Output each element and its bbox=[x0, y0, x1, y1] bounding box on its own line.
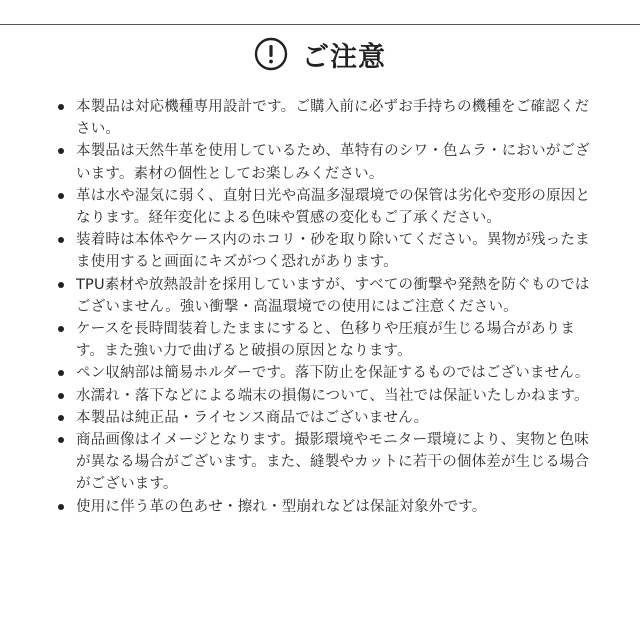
bullet-icon bbox=[58, 193, 64, 199]
exclamation-circle-icon bbox=[254, 37, 288, 71]
list-item bbox=[54, 140, 602, 184]
list-item bbox=[54, 496, 602, 518]
notice-text: 商品画像はイメージとなります。撮影環境やモニター環境により、実物と色味が異なる場合がございます。また、縫製やカットに若干の個体差が生じる場合がございます。 bbox=[76, 432, 590, 493]
notice-text: ペン収納部は簡易ホルダーです。落下防止を保証するものではございません。 bbox=[76, 365, 590, 382]
notice-header bbox=[0, 32, 640, 76]
list-item bbox=[54, 274, 602, 318]
top-divider bbox=[0, 24, 640, 25]
bullet-icon bbox=[58, 415, 64, 421]
notice-text: 革は水や湿気に弱く、直射日光や高温多湿環境での保管は劣化や変形の原因となります。経年変化による色味や質感の変化もご了承ください。 bbox=[76, 187, 591, 227]
bullet-icon bbox=[58, 393, 64, 399]
notice-text: 本製品は対応機種専用設計です。ご購入前に必ずお手持ちの機種をご確認ください。 bbox=[76, 99, 590, 138]
bullet-icon bbox=[58, 504, 64, 510]
page-title: ご注意 bbox=[302, 41, 386, 73]
notice-text: 本製品は純正品・ライセンス商品ではございません。 bbox=[76, 409, 429, 426]
list-item bbox=[54, 318, 602, 362]
list-item bbox=[54, 96, 602, 140]
notice-text: TPU素材や放熱設計を採用していますが、すべての衝撃や発熱を防ぐものではございません。強い衝撃・高温環境での使用にはご注意ください。 bbox=[76, 276, 590, 315]
bullet-icon bbox=[58, 148, 64, 154]
list-item bbox=[54, 362, 602, 384]
notice-list bbox=[54, 96, 602, 518]
bullet-icon bbox=[58, 237, 64, 243]
notice-text: 装着時は本体やケース内のホコリ・砂を取り除いてください。異物が残ったまま使用すると画面にキズがつく恐れがあります。 bbox=[76, 232, 590, 271]
notice-text: 本製品は天然牛革を使用しているため、革特有のシワ・色ムラ・においがございます。素材の個性としてお楽しみください。 bbox=[76, 143, 590, 182]
bullet-icon bbox=[58, 282, 64, 288]
notice-text: ケースを長時間装着したままにすると、色移りや圧痕が生じる場合があります。また強い力で曲げると破損の原因となります。 bbox=[76, 321, 576, 360]
list-item bbox=[54, 407, 602, 429]
list-item bbox=[54, 185, 602, 229]
notice-text: 使用に伴う革の色あせ・擦れ・型崩れなどは保証対象外です。 bbox=[76, 498, 487, 515]
bullet-icon bbox=[58, 104, 64, 110]
notice-text: 水濡れ・落下などによる端末の損傷について、当社では保証いたしかねます。 bbox=[76, 387, 589, 404]
bullet-icon bbox=[58, 437, 64, 443]
bullet-icon bbox=[58, 326, 64, 332]
list-item bbox=[54, 385, 602, 407]
list-item bbox=[54, 229, 602, 273]
list-item bbox=[54, 429, 602, 496]
bullet-icon bbox=[58, 370, 64, 376]
